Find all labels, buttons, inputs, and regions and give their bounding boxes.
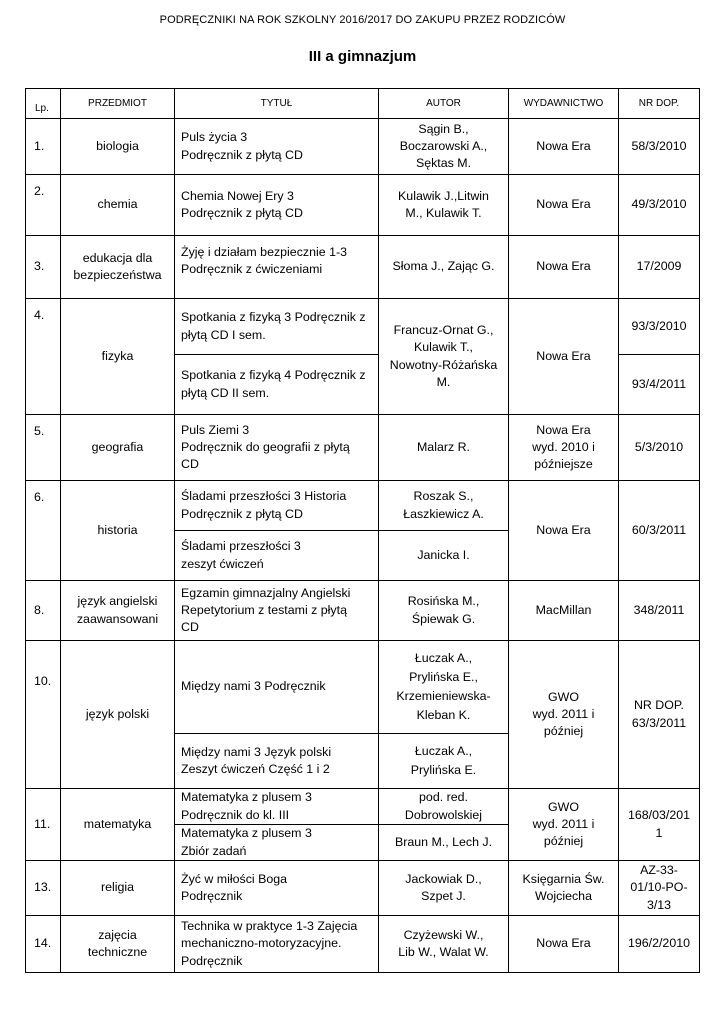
row-title: Chemia Nowej Ery 3 Podręcznik z płytą CD (175, 175, 379, 236)
row-author: Rosińska M., Śpiewak G. (379, 581, 509, 641)
row-publisher: MacMillan (509, 581, 619, 641)
row-title: Matematyka z plusem 3 Zbiór zadań (175, 825, 379, 861)
row-publisher: Nowa Era wyd. 2010 i późniejsze (509, 415, 619, 481)
row-subject: chemia (61, 175, 175, 236)
row-nr: 168/03/201 1 (619, 789, 700, 861)
row-title: Spotkania z fizyką 4 Podręcznik z płytą CD II sem. (175, 355, 379, 415)
table-header-row (26, 89, 700, 119)
table-row (26, 641, 700, 734)
row-nr: 49/3/2010 (619, 175, 700, 236)
row-lp: 3. (26, 236, 61, 299)
row-author: Roszak S., Łaszkiewicz A. (379, 481, 509, 531)
row-publisher: GWO wyd. 2011 i później (509, 789, 619, 861)
row-title: Egzamin gimnazjalny Angielski Repetytorium z testami z płytą CD (175, 581, 379, 641)
row-nr: AZ-33- 01/10-PO- 3/13 (619, 861, 700, 916)
row-lp: 8. (26, 581, 61, 641)
table-row (26, 916, 700, 973)
row-publisher: Nowa Era (509, 175, 619, 236)
table-row (26, 119, 700, 175)
row-nr: 60/3/2011 (619, 481, 700, 581)
row-nr: 196/2/2010 (619, 916, 700, 973)
row-subject: religia (61, 861, 175, 916)
col-subject: PRZEDMIOT (61, 89, 175, 119)
row-publisher: Nowa Era (509, 481, 619, 581)
col-publisher: WYDAWNICTWO (509, 89, 619, 119)
row-nr: 348/2011 (619, 581, 700, 641)
row-subject: zajęcia techniczne (61, 916, 175, 973)
row-title: Między nami 3 Podręcznik (175, 641, 379, 734)
row-author: Słoma J., Zając G. (379, 236, 509, 299)
row-publisher: Nowa Era (509, 236, 619, 299)
row-publisher: Nowa Era (509, 299, 619, 415)
col-author: AUTOR (379, 89, 509, 119)
row-title: Technika w praktyce 1-3 Zajęcia mechaniczno-motoryzacyjne. Podręcznik (175, 916, 379, 973)
table-row (26, 789, 700, 825)
table-row (26, 299, 700, 355)
row-lp: 5. (26, 415, 61, 481)
row-author: Czyżewski W., Lib W., Walat W. (379, 916, 509, 973)
table-row (26, 415, 700, 481)
row-lp: 13. (26, 861, 61, 916)
row-author: Jackowiak D., Szpet J. (379, 861, 509, 916)
row-subject: fizyka (61, 299, 175, 415)
row-subject: język polski (61, 641, 175, 789)
row-publisher: Nowa Era (509, 119, 619, 175)
row-title: Żyć w miłości Boga Podręcznik (175, 861, 379, 916)
textbook-table (25, 88, 700, 973)
row-lp: 14. (26, 916, 61, 973)
row-title: Puls życia 3 Podręcznik z płytą CD (175, 119, 379, 175)
row-title: Śladami przeszłości 3 Historia Podręcznik z płytą CD (175, 481, 379, 531)
table-row (26, 861, 700, 916)
row-author: Malarz R. (379, 415, 509, 481)
row-nr: 17/2009 (619, 236, 700, 299)
row-author: Sągin B., Boczarowski A., Sęktas M. (379, 119, 509, 175)
table-row (26, 481, 700, 531)
row-subject: biologia (61, 119, 175, 175)
row-author: Francuz-Ornat G., Kulawik T., Nowotny-Różańska M. (379, 299, 509, 415)
row-nr: 5/3/2010 (619, 415, 700, 481)
row-title: Spotkania z fizyką 3 Podręcznik z płytą CD I sem. (175, 299, 379, 355)
row-author: pod. red. Dobrowolskiej (379, 789, 509, 825)
row-lp: 2. (26, 175, 61, 236)
row-title: Żyję i działam bezpiecznie 1-3 Podręcznik z ćwiczeniami (175, 236, 379, 299)
document-header: PODRĘCZNIKI NA ROK SZKOLNY 2016/2017 DO ZAKUPU PRZEZ RODZICÓW (159, 14, 566, 26)
row-nr: 93/3/2010 (619, 299, 700, 355)
row-subject: edukacja dla bezpieczeństwa (61, 236, 175, 299)
row-lp: 10. (26, 641, 61, 789)
row-publisher: GWO wyd. 2011 i później (509, 641, 619, 789)
row-author: Janicka I. (379, 531, 509, 581)
class-title: III a gimnazjum (308, 48, 417, 65)
row-nr: NR DOP. 63/3/2011 (619, 641, 700, 789)
row-subject: matematyka (61, 789, 175, 861)
row-subject: geografia (61, 415, 175, 481)
row-lp: 11. (26, 789, 61, 861)
row-author: Braun M., Lech J. (379, 825, 509, 861)
row-nr: 58/3/2010 (619, 119, 700, 175)
row-publisher: Księgarnia Św. Wojciecha (509, 861, 619, 916)
row-lp: 1. (26, 119, 61, 175)
row-title: Matematyka z plusem 3 Podręcznik do kl. III (175, 789, 379, 825)
row-title: Między nami 3 Język polski Zeszyt ćwiczeń Część 1 i 2 (175, 734, 379, 789)
col-title: TYTUŁ (175, 89, 379, 119)
row-lp: 4. (26, 299, 61, 415)
table-row (26, 581, 700, 641)
col-lp: Lp. (26, 89, 61, 119)
row-title: Puls Ziemi 3 Podręcznik do geografii z płytą CD (175, 415, 379, 481)
row-title: Śladami przeszłości 3 zeszyt ćwiczeń (175, 531, 379, 581)
row-author: Łuczak A., Prylińska E. (379, 734, 509, 789)
row-publisher: Nowa Era (509, 916, 619, 973)
row-subject: język angielski zaawansowani (61, 581, 175, 641)
row-author: Łuczak A., Prylińska E., Krzemieniewska- Kleban K. (379, 641, 509, 734)
row-lp: 6. (26, 481, 61, 581)
row-nr: 93/4/2011 (619, 355, 700, 415)
row-subject: historia (61, 481, 175, 581)
table-row (26, 236, 700, 299)
row-author: Kulawik J.,Litwin M., Kulawik T. (379, 175, 509, 236)
col-nr: NR DOP. (619, 89, 700, 119)
table-row (26, 175, 700, 236)
